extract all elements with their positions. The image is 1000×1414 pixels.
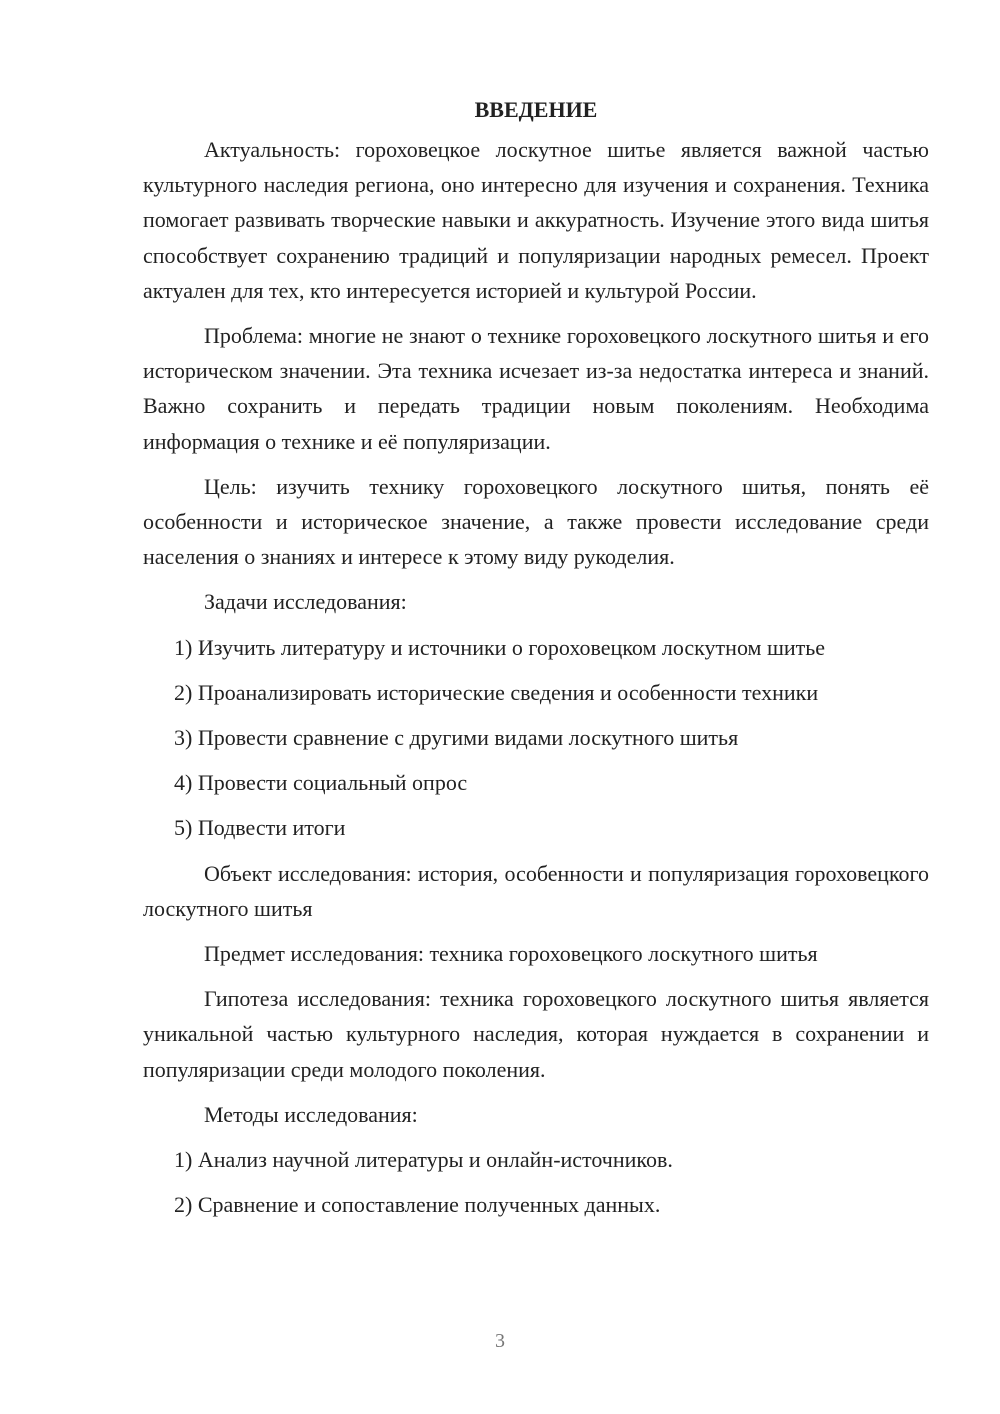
list-item: 5) Подвести итоги — [174, 815, 346, 841]
paragraph-hypothesis: Гипотеза исследования: техника гороховецкого лоскутного шитья является уникальной частью культурного наследия, которая нуждается в сохранении и популяризации среди молодого поколения. — [143, 986, 929, 1082]
tasks-heading: Задачи исследования: — [204, 589, 407, 615]
section-title: ВВЕДЕНИЕ — [474, 97, 598, 122]
methods-heading: Методы исследования: — [204, 1101, 418, 1127]
list-item: 3) Провести сравнение с другими видами лоскутного шитья — [174, 725, 739, 751]
document-page — [143, 92, 929, 1232]
paragraph-relevance: Актуальность: гороховецкое лоскутное шитье является важной частью культурного наследия региона, оно интересно для изучения и сохранения. Техника помогает развивать творческие навыки и аккуратность. Изучение этого вида шитья способствует сохранению традиций и популяризации народных ремесел. Проект актуален для тех, кто интересуется историей и культурой России. — [143, 137, 929, 303]
list-item: 2) Сравнение и сопоставление полученных данных. — [174, 1192, 661, 1218]
page-number: 3 — [495, 1330, 505, 1352]
list-item: 2) Проанализировать исторические сведения и особенности техники — [174, 679, 819, 705]
list-item: 1) Изучить литературу и источники о гороховецком лоскутном шитье — [174, 634, 826, 660]
tasks-list — [143, 630, 929, 846]
paragraph-goal: Цель: изучить технику гороховецкого лоскутного шитья, понять её особенности и историческое значение, а также провести исследование среди населения о знаниях и интересе к этому виду рукоделия. — [143, 473, 929, 570]
methods-list — [143, 1142, 929, 1222]
paragraph-problem: Проблема: многие не знают о технике гороховецкого лоскутного шитья и его историческом значении. Эта техника исчезает из-за недостатка интереса и знаний. Важно сохранить и передать традиции новым поколениям. Необходима информация о технике и её популяризации. — [143, 323, 929, 454]
paragraph-object: Объект исследования: история, особенности и популяризация гороховецкого лоскутного шитья — [143, 860, 929, 921]
list-item: 4) Провести социальный опрос — [174, 770, 468, 796]
list-item: 1) Анализ научной литературы и онлайн-источников. — [174, 1147, 673, 1173]
paragraph-subject: Предмет исследования: техника гороховецкого лоскутного шитья — [204, 941, 818, 967]
